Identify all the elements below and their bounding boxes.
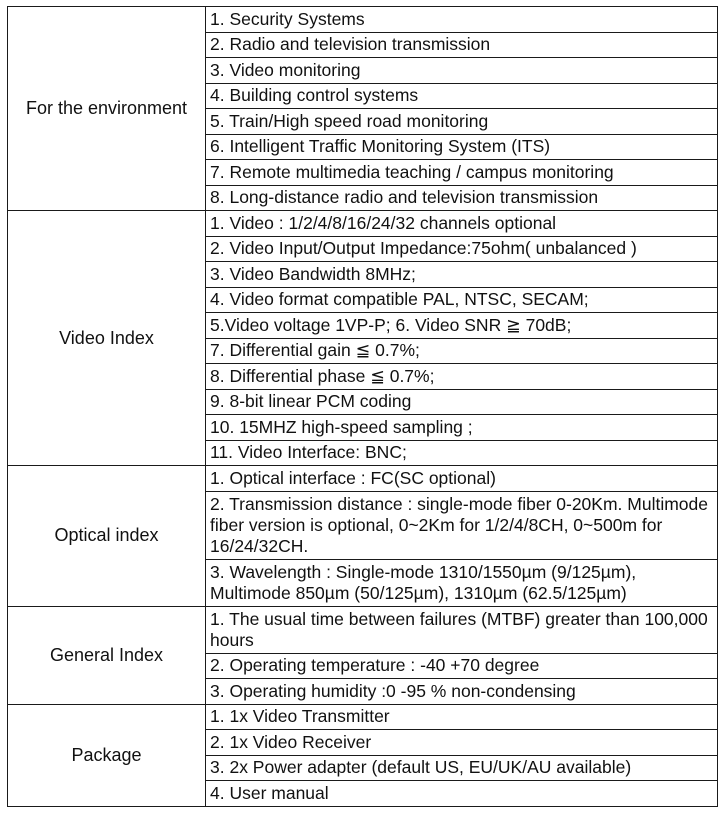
spec-item: 4. Video format compatible PAL, NTSC, SECAM;	[206, 287, 718, 313]
spec-item: 2. Radio and television transmission	[206, 32, 718, 58]
spec-table	[7, 6, 718, 807]
spec-item: 2. Video Input/Output Impedance:75ohm( unbalanced )	[206, 236, 718, 262]
spec-item: 10. 15MHZ high-speed sampling ;	[206, 415, 718, 441]
spec-item: 2. 1x Video Receiver	[206, 730, 718, 756]
spec-item: 4. User manual	[206, 781, 718, 807]
spec-item: 1. Video : 1/2/4/8/16/24/32 channels optional	[206, 211, 718, 237]
spec-item: 3. Wavelength : Single-mode 1310/1550µm (9/125µm), Multimode 850µm (50/125µm), 1310µm (62.5/125µm)	[206, 559, 718, 606]
spec-item: 3. Operating humidity :0 -95 % non-condensing	[206, 679, 718, 705]
table-row	[8, 606, 718, 653]
spec-item: 9. 8-bit linear PCM coding	[206, 389, 718, 415]
spec-item: 4. Building control systems	[206, 83, 718, 109]
category-environment: For the environment	[8, 7, 206, 211]
spec-item: 7. Differential gain ≦ 0.7%;	[206, 338, 718, 364]
table-row	[8, 704, 718, 730]
table-row	[8, 211, 718, 237]
category-optical-index: Optical index	[8, 466, 206, 607]
spec-item: 6. Intelligent Traffic Monitoring System (ITS)	[206, 134, 718, 160]
spec-item: 3. Video Bandwidth 8MHz;	[206, 262, 718, 288]
category-general-index: General Index	[8, 606, 206, 704]
spec-item: 8. Differential phase ≦ 0.7%;	[206, 364, 718, 390]
spec-item: 2. Transmission distance : single-mode fiber 0-20Km. Multimode fiber version is optional, 0~2Km for 1/2/4/8CH, 0~500m for 16/24/32CH.	[206, 491, 718, 559]
table-row	[8, 466, 718, 492]
spec-item: 1. Optical interface : FC(SC optional)	[206, 466, 718, 492]
spec-item: 1. Security Systems	[206, 7, 718, 33]
spec-item: 7. Remote multimedia teaching / campus monitoring	[206, 160, 718, 186]
spec-item: 5. Train/High speed road monitoring	[206, 109, 718, 135]
spec-item: 3. Video monitoring	[206, 58, 718, 84]
category-video-index: Video Index	[8, 211, 206, 466]
spec-item: 3. 2x Power adapter (default US, EU/UK/AU available)	[206, 755, 718, 781]
table-row	[8, 7, 718, 33]
spec-item: 11. Video Interface: BNC;	[206, 440, 718, 466]
spec-item: 1. The usual time between failures (MTBF) greater than 100,000 hours	[206, 606, 718, 653]
spec-item: 1. 1x Video Transmitter	[206, 704, 718, 730]
category-package: Package	[8, 704, 206, 806]
spec-item: 5.Video voltage 1VP-P; 6. Video SNR ≧ 70dB;	[206, 313, 718, 339]
spec-item: 8. Long-distance radio and television transmission	[206, 185, 718, 211]
spec-item: 2. Operating temperature : -40 +70 degree	[206, 653, 718, 679]
